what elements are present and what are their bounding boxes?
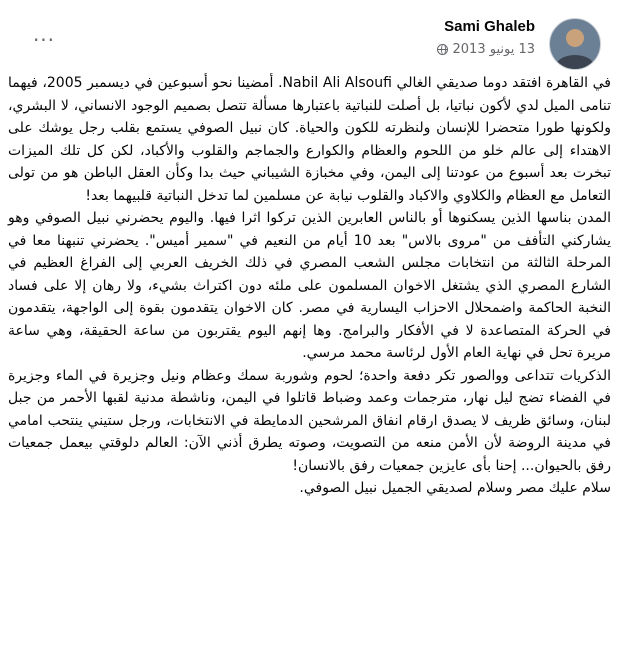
post-paragraph-3: الذكريات تتداعى ووالصور تكر دفعة واحدة؛ لحوم وشوربة سمك وعظام ونيل وجزيرة في الماء وجزيرة في الفضاء تضج ليل نهار، مترجمات وعمد وضباط قاتلوا في اليمن، وناشطة مدنية لقبها الأحمر من جبل لبنان، وسائق ظريف لا يصدق ارقام انفاق المرشحين الدمايطة في الانتخابات، ورجل ستيني ينتحب امامي في مدينة الروضة لأن الأمن منعه من التصويت، وصوته يطرق أذني الآن: العالم دلوقتي بيعمل جمعيات رفق بالحيوان... إحنا بأى عايزين جمعيات رفق بالانسان! bbox=[8, 367, 611, 474]
post-meta bbox=[437, 42, 536, 57]
post-header bbox=[10, 10, 615, 66]
avatar-figure bbox=[556, 55, 594, 70]
author-name[interactable]: Sami Ghaleb bbox=[444, 18, 535, 35]
post-body bbox=[8, 72, 611, 500]
globe-icon[interactable] bbox=[437, 44, 448, 55]
post-date[interactable]: 13 يونيو 2013 bbox=[452, 42, 535, 57]
post-paragraph-4: سلام عليك مصر وسلام لصديقي الجميل نبيل الصوفي. bbox=[299, 480, 611, 496]
author-avatar[interactable] bbox=[549, 18, 601, 70]
post-paragraph-1: في القاهرة افتقد دوما صديقي الغالي Nabil Ali Alsoufi. أمضينا نحو أسبوعين في ديسمبر 2005، فيهما تنامى الميل لدي لأكون نباتيا، بل أصلت للنباتية باعتبارها مسألة تتصل بصميم الوجود الانساني، لا البشري، ولكونها طورا متحضرا للإنسان ولنظرته للكون والحياة. كان نبيل الصوفي يستمع بقلب رجل يوشك على الاهتداء إلى عالم خلو من اللحوم والعظام والكوارع والجماجم والقلوب والأكباد، لكن كل تلك الميزات تبخرت بعد أسبوع من عودتنا إلى اليمن، وفي مخبازة الشيباني حيث بدا وكأن العقل الباطن هو من تولى التعامل مع العظام والكلاوي والاكباد والقلوب نيابة عن مسلمين لما تدخل النباتية قلبيهما بعد! bbox=[8, 75, 611, 204]
more-options-button[interactable] bbox=[28, 30, 60, 50]
more-horizontal-icon: ··· bbox=[32, 28, 56, 52]
post-paragraph-2: المدن بناسها الذين يسكنوها أو بالناس العابرين الذين تركوا اثرا فيها. واليوم يحضرني نبيل الصوفي وهو يشاركني التأفف من "مروى بالاس" بعد 10 أيام من النعيم في "سمير أميس". يحضرني تنبهنا معا في المرحلة الثالثة من انتخابات مجلس الشعب المصري في ذلك الخريف العربي إلى الفراغ العظيم في الشارع المصري الذي يشتغل الاخوان المسلمون على ملئه دون اكتراث بشيء، ولا رهان إلا على فساد النخبة الحاكمة واضمحلال الاحزاب اليسارية في مصر. كان الاخوان يتقدمون بقوة إلى الواجهة، يتقدمون في الحركة المتصاعدة لا في الأفكار والبرامج. وها إنهم اليوم يقتربون من ساعة الحقيقة، وهي ساعة مريرة تحل في نهاية العام الأول لرئاسة محمد مرسي. bbox=[8, 210, 612, 361]
